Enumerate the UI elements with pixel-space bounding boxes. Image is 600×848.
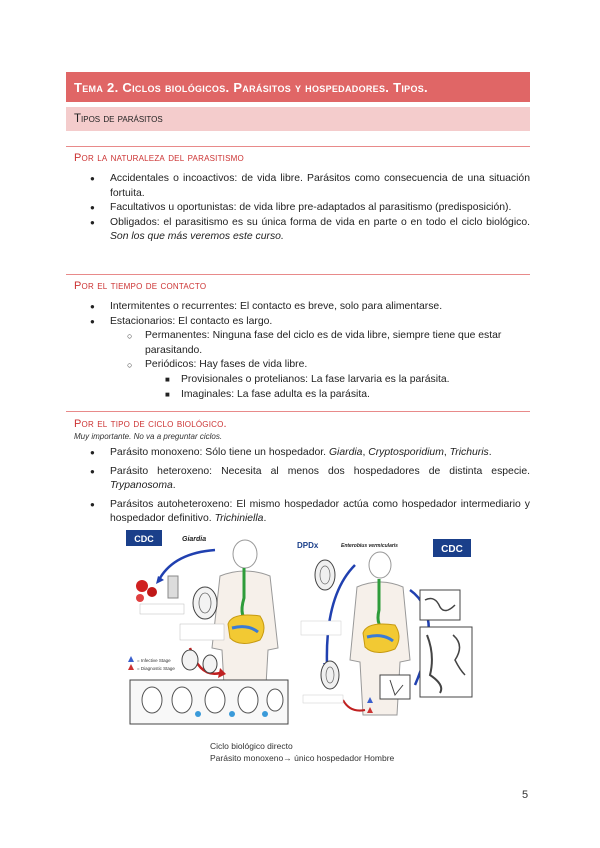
- svg-text:= Diagnostic Stage: = Diagnostic Stage: [137, 666, 175, 671]
- list-item: ○ Permanentes: Ninguna fase del ciclo es de vida libre, siempre tiene que estar parasitando.: [145, 329, 530, 358]
- section-rule: [66, 411, 530, 412]
- subtopic-banner: [66, 107, 530, 131]
- list-tiempo-sub: [145, 329, 530, 373]
- subtopic-title: Tipos de parásitos: [74, 113, 163, 125]
- svg-text:DPDx: DPDx: [297, 541, 319, 550]
- list-item: ● Estacionarios: El contacto es largo.: [110, 315, 530, 330]
- figure-caption-line2: Parásito monoxeno→ único hospedador Hombre: [210, 753, 395, 763]
- section-rule: [66, 146, 530, 147]
- enterobius-cycle-figure: [295, 535, 475, 735]
- giardia-cycle-figure: [120, 528, 290, 738]
- list-item: ● Parásito monoxeno: Sólo tiene un hospedador. Giardia, Cryptosporidium, Trichuris.: [110, 446, 530, 461]
- list-item: ■ Provisionales o protelianos: La fase larvaria es la parásita.: [181, 373, 530, 388]
- list-item: ● Intermitentes o recurrentes: El contacto es breve, solo para alimentarse.: [110, 300, 530, 315]
- svg-text:CDC: CDC: [134, 534, 154, 544]
- list-tiempo: [110, 300, 530, 329]
- list-item: ○ Periódicos: Hay fases de vida libre.: [145, 358, 530, 373]
- topic-title: Tema 2. Ciclos biológicos. Parásitos y hospedadores. Tipos.: [74, 79, 428, 95]
- list-item: ● Parásitos autoheteroxeno: El mismo hospedador actúa como hospedador intermediario y hospedador definitivo. Trichiniella.: [110, 498, 530, 527]
- svg-text:Giardia: Giardia: [182, 536, 207, 543]
- svg-text:CDC: CDC: [441, 544, 463, 555]
- list-item: ■ Imaginales: La fase adulta es la parásita.: [181, 388, 530, 403]
- list-naturaleza: [110, 172, 530, 245]
- list-item: ● Accidentales o incoactivos: de vida libre. Parásitos como consecuencia de una situación fortuita.: [110, 172, 530, 201]
- list-ciclo: [110, 446, 530, 527]
- topic-title-banner: [66, 72, 530, 102]
- list-item: ● Obligados: el parasitismo es su única forma de vida en parte o en todo el ciclo biológico. Son los que más veremos este curso.: [110, 216, 530, 245]
- importance-note: Muy importante. No va a preguntar ciclos.: [74, 432, 223, 441]
- section-title-ciclo: Por el tipo de ciclo biológico.: [74, 418, 227, 430]
- list-item: ● Parásito heteroxeno: Necesita al menos dos hospedadores de distinta especie. Trypanosoma.: [110, 465, 530, 494]
- section-title-naturaleza: Por la naturaleza del parasitismo: [74, 152, 244, 164]
- section-rule: [66, 274, 530, 275]
- list-tiempo-subsub: [181, 373, 530, 402]
- svg-text:= Infective Stage: = Infective Stage: [137, 658, 171, 663]
- section-title-tiempo: Por el tiempo de contacto: [74, 280, 207, 292]
- page-number: 5: [522, 789, 529, 801]
- figure-caption-line1: Ciclo biológico directo: [210, 741, 293, 751]
- list-item: ● Facultativos u oportunistas: de vida libre pre-adaptados al parasitismo (predisposición).: [110, 201, 530, 216]
- svg-text:Enterobius vermicularis: Enterobius vermicularis: [341, 543, 398, 549]
